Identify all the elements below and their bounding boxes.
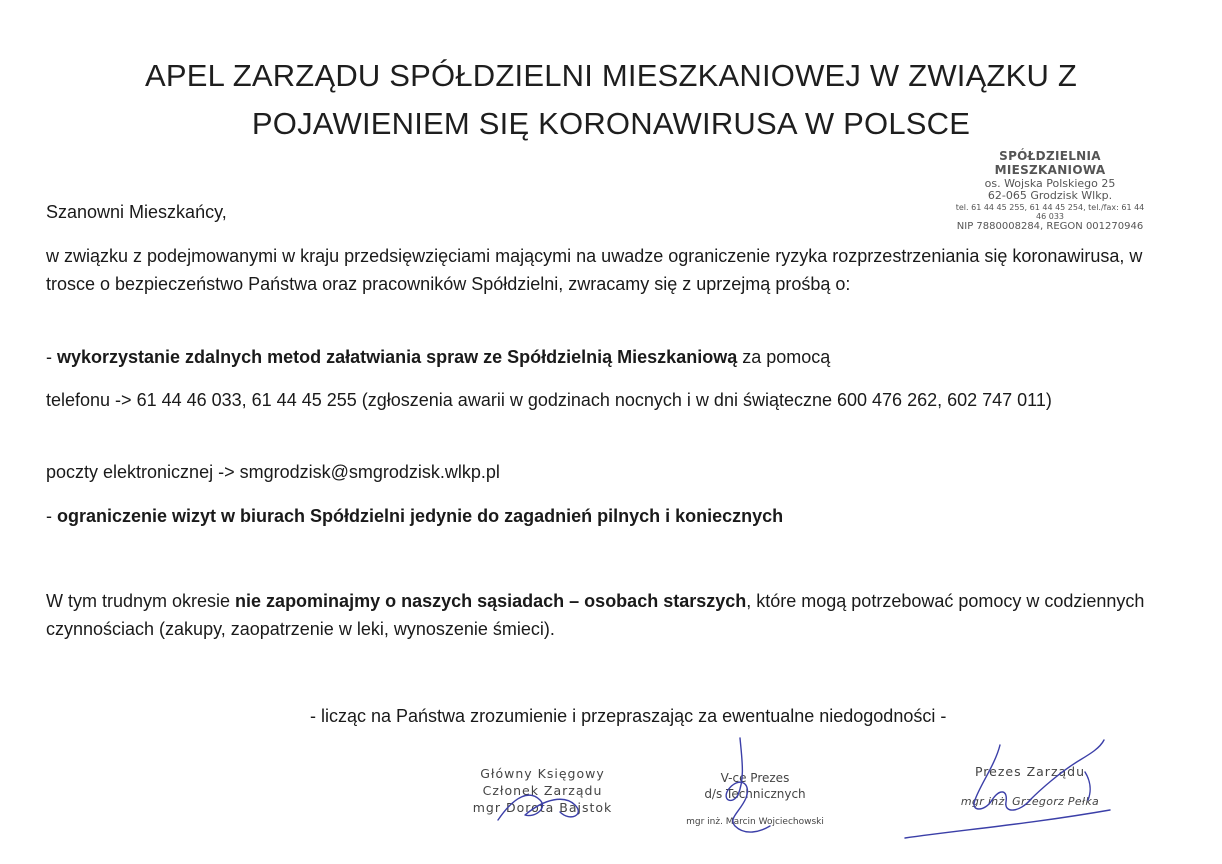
appeal-post: , które mogą potrzebować pomocy w codziennych czynnościach (zakupy, zaopatrzenie w leki, wynoszenie śmieci).: [46, 591, 1145, 639]
signature-role: Główny Księgowy: [480, 766, 605, 781]
stamp-street: os. Wojska Polskiego 25: [984, 176, 1116, 190]
signature-role: d/s Technicznych: [704, 787, 806, 802]
signature-name: mgr Dorota Bajstok: [472, 799, 613, 815]
signature-role: V-ce Prezes: [720, 771, 790, 785]
request-item-visits: [46, 502, 1176, 530]
signature-role: Członek Zarządu: [482, 782, 603, 798]
salutation: Szanowni Mieszkańcy,: [46, 202, 227, 222]
item-dash: -: [46, 347, 57, 367]
signature-role: Prezes Zarządu: [974, 764, 1086, 779]
appeal-paragraph: [46, 587, 1176, 643]
stamp-phones: tel. 61 44 45 255, 61 44 45 254, tel./fax: 61 44 46 033: [955, 202, 1145, 222]
signature-block-president: [935, 764, 1125, 810]
closing-line: - licząc na Państwa zrozumienie i przepraszając za ewentualne niedogodności -: [310, 706, 947, 726]
signature-block-chief-accountant: [455, 766, 630, 817]
stamp-name: SPÓŁDZIELNIA MIESZKANIOWA: [994, 149, 1106, 177]
intro-paragraph: w związku z podejmowanymi w kraju przedsięwzięciami mającymi na uwadze ograniczenie ryzyka rozprzestrzeniania się koronawirusa, w trosce o bezpieczeństwo Państwa oraz pracowników Spółdzielni, zwracamy się z uprzejmą prośbą o:: [46, 246, 1143, 294]
title-line-2: POJAWIENIEM SIĘ KORONAWIRUSA W POLSCE: [251, 106, 971, 141]
stamp-city: 62-065 Grodzisk Wlkp.: [987, 189, 1113, 203]
appeal-bold: nie zapominajmy o naszych sąsiadach – osobach starszych: [235, 591, 747, 611]
stamp-ids: NIP 7880008284, REGON 001270946: [956, 221, 1144, 233]
item-remote-rest: za pomocą: [737, 347, 831, 367]
email-line: poczty elektronicznej -> smgrodzisk@smgrodzisk.wlkp.pl: [46, 462, 500, 482]
request-item-remote: [46, 343, 1176, 371]
signature-block-vice-president: [655, 770, 855, 829]
phone-line: telefonu -> 61 44 46 033, 61 44 45 255 (zgłoszenia awarii w godzinach nocnych i w dni świąteczne 600 476 262, 602 747 011): [46, 390, 1052, 410]
item-remote-bold: wykorzystanie zdalnych metod załatwiania spraw ze Spółdzielnią Mieszkaniową: [57, 347, 738, 367]
appeal-pre: W tym trudnym okresie: [46, 591, 236, 611]
item-dash: -: [46, 506, 57, 526]
title-line-1: APEL ZARZĄDU SPÓŁDZIELNI MIESZKANIOWEJ W ZWIĄZKU Z: [144, 58, 1078, 93]
item-visits-bold: ograniczenie wizyt w biurach Spółdzielni jedynie do zagadnień pilnych i koniecznych: [57, 506, 784, 526]
signature-name: mgr inż. Marcin Wojciechowski: [686, 817, 824, 828]
signature-name: mgr inż. Grzegorz Pełka: [960, 794, 1100, 808]
